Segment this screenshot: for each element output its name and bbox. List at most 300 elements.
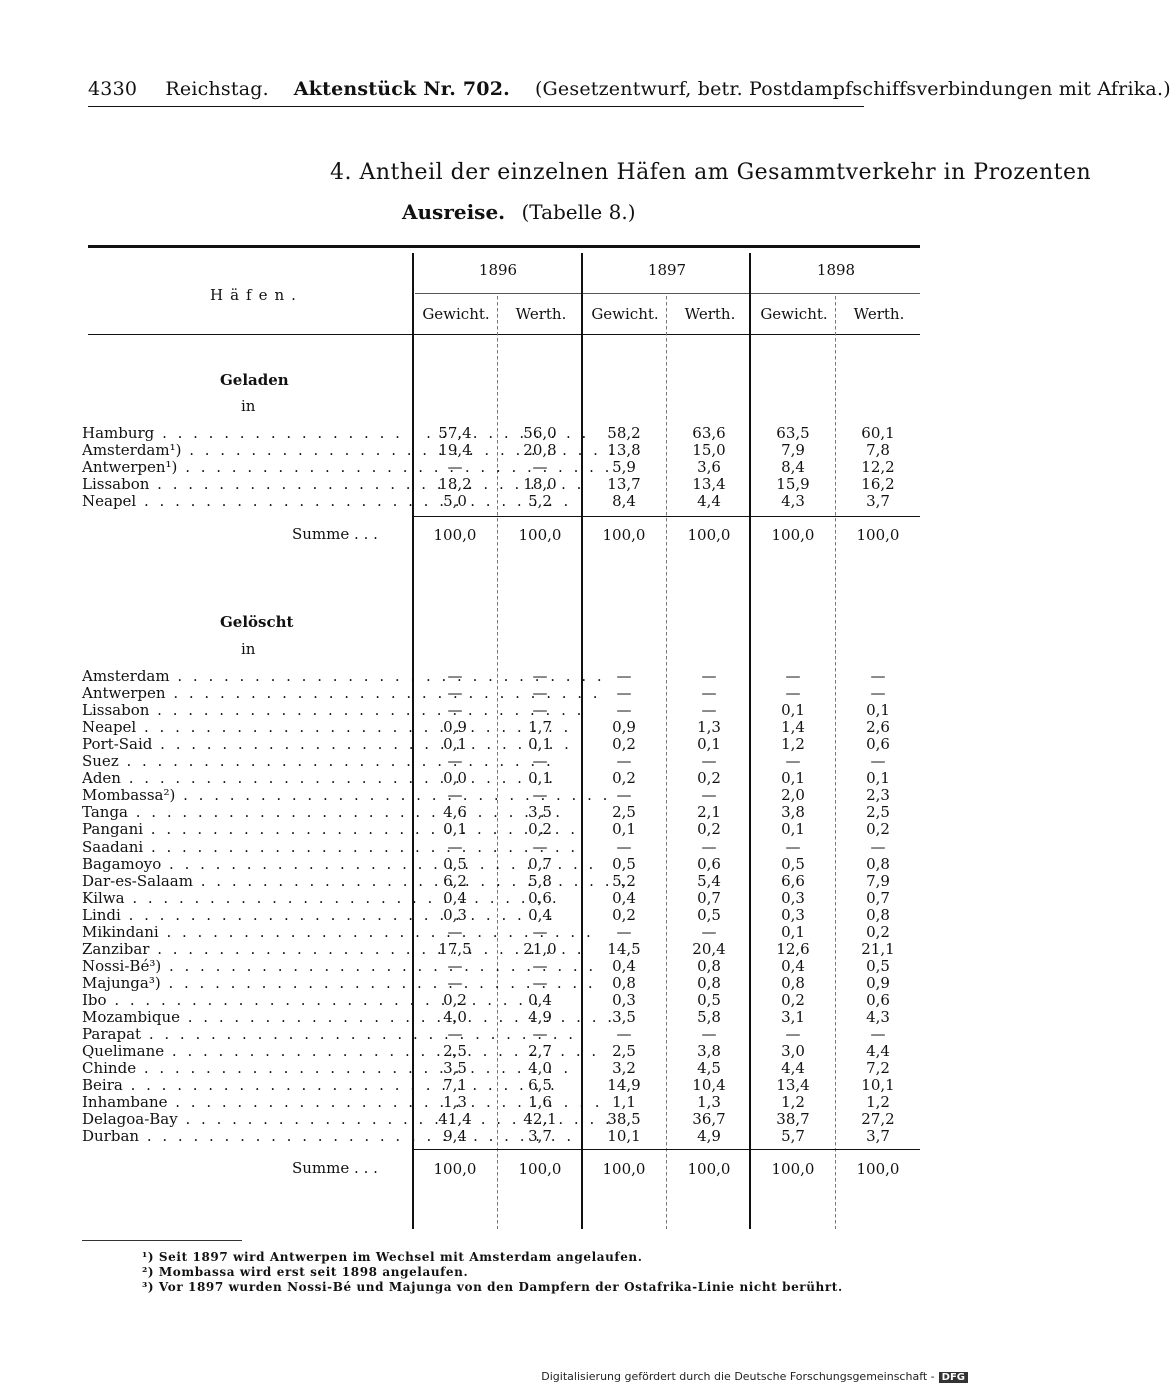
table-row: [82, 924, 922, 941]
cell-value: 0,4: [612, 888, 636, 907]
sum-rule: [414, 1149, 920, 1150]
year-header: 1897: [647, 261, 687, 279]
cell-value: 0,1: [697, 735, 721, 754]
cell-value: 0,4: [443, 888, 467, 907]
cell-value: 0,1: [443, 735, 467, 754]
cell-value: 18,0: [523, 475, 557, 493]
port-name: Pangani . . .: [82, 821, 408, 838]
cell-value: 1,1: [612, 1093, 636, 1112]
port-name: Port-Said . . .: [82, 736, 408, 753]
port-name: Mikindani . . .: [82, 924, 408, 941]
dfg-logo: DFG: [939, 1372, 968, 1383]
table-row: [82, 719, 922, 736]
sum-value: 100,0: [602, 1160, 646, 1178]
cell-value: 42,1: [523, 1110, 557, 1129]
cell-value: —: [616, 1025, 632, 1044]
cell-value: —: [532, 956, 548, 975]
cell-value: 0,1: [866, 701, 890, 720]
port-name: Neapel . . .: [82, 719, 408, 736]
cell-value: 1,6: [528, 1093, 552, 1112]
cell-value: 0,9: [443, 718, 467, 737]
cell-value: —: [447, 458, 463, 476]
cell-value: 0,5: [443, 854, 467, 873]
cell-value: 3,0: [781, 1042, 805, 1061]
table-row: [82, 1060, 922, 1077]
cell-value: 0,8: [781, 973, 805, 992]
cell-value: 4,4: [866, 1042, 890, 1061]
cell-value: 0,5: [612, 854, 636, 873]
cell-value: —: [785, 752, 801, 771]
cell-value: 4,9: [697, 1127, 721, 1146]
cell-value: 5,4: [697, 871, 721, 890]
cell-value: 8,4: [781, 458, 805, 476]
table-row: [82, 753, 922, 770]
cell-value: 1,2: [781, 735, 805, 754]
section-prep: in: [241, 640, 256, 658]
table-row: [82, 804, 922, 821]
subheader-weight: Gewicht.: [760, 305, 828, 323]
cell-value: —: [532, 701, 548, 720]
cell-value: 63,5: [776, 424, 810, 442]
cell-value: 2,7: [528, 1042, 552, 1061]
port-name: Nossi-Bé³) . . .: [82, 958, 408, 975]
cell-value: 10,1: [861, 1076, 895, 1095]
cell-value: 7,8: [866, 441, 890, 459]
subtitle-direction: Ausreise.: [402, 200, 506, 224]
cell-value: 0,2: [528, 820, 552, 839]
port-name: Kilwa . . .: [82, 890, 408, 907]
table-row: [82, 907, 922, 924]
cell-value: 10,4: [692, 1076, 726, 1095]
cell-value: 0,9: [612, 718, 636, 737]
cell-value: 0,1: [528, 769, 552, 788]
table-row: [82, 425, 922, 442]
cell-value: 0,8: [866, 854, 890, 873]
cell-value: —: [701, 837, 717, 856]
cell-value: 4,0: [528, 1059, 552, 1078]
cell-value: 56,0: [523, 424, 557, 442]
table-top-rule: [88, 245, 920, 248]
cell-value: —: [447, 701, 463, 720]
port-name: Mombassa²) . . .: [82, 787, 408, 804]
cell-value: 6,6: [781, 871, 805, 890]
cell-value: 3,7: [866, 492, 890, 510]
cell-value: 5,7: [781, 1127, 805, 1146]
cell-value: 20,4: [692, 939, 726, 958]
subheader-value: Werth.: [853, 305, 905, 323]
cell-value: —: [532, 1025, 548, 1044]
cell-value: 2,1: [697, 803, 721, 822]
port-name: Majunga³) . . .: [82, 975, 408, 992]
cell-value: 2,5: [612, 1042, 636, 1061]
subheader-value: Werth.: [684, 305, 736, 323]
cell-value: 0,5: [697, 990, 721, 1009]
sum-value: 100,0: [687, 1160, 731, 1178]
footnote-rule: [82, 1240, 242, 1241]
page-subtitle: [402, 200, 636, 224]
port-name: Antwerpen¹) . . .: [82, 459, 408, 476]
cell-value: 0,2: [612, 905, 636, 924]
cell-value: —: [447, 667, 463, 685]
table-row: [82, 890, 922, 907]
cell-value: 63,6: [692, 424, 726, 442]
cell-value: 0,3: [781, 905, 805, 924]
cell-value: —: [616, 667, 632, 685]
cell-value: 20,8: [523, 441, 557, 459]
cell-value: 0,1: [612, 820, 636, 839]
port-name: Chinde . . .: [82, 1060, 408, 1077]
cell-value: 0,6: [866, 990, 890, 1009]
table-row: [82, 1043, 922, 1060]
sum-value: 100,0: [602, 526, 646, 544]
table-row: [82, 1128, 922, 1145]
cell-value: 4,5: [697, 1059, 721, 1078]
cell-value: —: [870, 1025, 886, 1044]
cell-value: 21,1: [861, 939, 895, 958]
cell-value: 2,5: [443, 1042, 467, 1061]
cell-value: —: [701, 684, 717, 703]
cell-value: —: [532, 458, 548, 476]
cell-value: 2,6: [866, 718, 890, 737]
year-header: 1896: [478, 261, 518, 279]
footnote: ¹) Seit 1897 wird Antwerpen im Wechsel mit Amsterdam angelaufen.: [142, 1250, 643, 1264]
cell-value: 13,8: [607, 441, 641, 459]
sum-rule: [414, 516, 920, 517]
cell-value: —: [870, 684, 886, 703]
cell-value: —: [447, 922, 463, 941]
sum-value: 100,0: [771, 526, 815, 544]
cell-value: 0,6: [528, 888, 552, 907]
cell-value: 5,2: [528, 492, 552, 510]
cell-value: 13,4: [776, 1076, 810, 1095]
sum-value: 100,0: [433, 526, 477, 544]
cell-value: 0,7: [866, 888, 890, 907]
cell-value: 3,8: [781, 803, 805, 822]
port-name: Aden . . .: [82, 770, 408, 787]
cell-value: 0,3: [781, 888, 805, 907]
cell-value: 0,8: [612, 973, 636, 992]
cell-value: —: [447, 837, 463, 856]
port-name: Saadani . . .: [82, 839, 408, 856]
cell-value: 0,5: [697, 905, 721, 924]
cell-value: 0,1: [781, 769, 805, 788]
sum-value: 100,0: [687, 526, 731, 544]
cell-value: 5,8: [528, 871, 552, 890]
cell-value: 0,0: [443, 769, 467, 788]
cell-value: 38,7: [776, 1110, 810, 1129]
cell-value: 0,8: [697, 973, 721, 992]
port-name: Amsterdam¹) . . .: [82, 442, 408, 459]
cell-value: 5,2: [612, 871, 636, 890]
cell-value: 21,0: [523, 939, 557, 958]
cell-value: 0,6: [697, 854, 721, 873]
header-document: Aktenstück Nr. 702.: [293, 78, 510, 100]
cell-value: 3,5: [612, 1008, 636, 1026]
cell-value: 6,5: [528, 1076, 552, 1095]
cell-value: 0,9: [866, 973, 890, 992]
port-name: Tanga . . .: [82, 804, 408, 821]
cell-value: —: [701, 1025, 717, 1044]
cell-value: —: [701, 667, 717, 685]
port-name: Lindi . . .: [82, 907, 408, 924]
table-row: [82, 873, 922, 890]
table-row: [82, 476, 922, 493]
sum-value: 100,0: [771, 1160, 815, 1178]
port-name: Durban . . .: [82, 1128, 408, 1145]
port-name: Suez . . .: [82, 753, 408, 770]
header-rule: [88, 106, 864, 107]
cell-value: —: [616, 922, 632, 941]
cell-value: 4,0: [443, 1008, 467, 1026]
cell-value: —: [701, 922, 717, 941]
header-bottom-rule: [88, 334, 920, 335]
cell-value: 16,2: [861, 475, 895, 493]
table-row: [82, 702, 922, 719]
cell-value: —: [447, 684, 463, 703]
table-row: [82, 821, 922, 838]
sum-label: Summe . . .: [292, 1159, 378, 1177]
cell-value: 7,2: [866, 1059, 890, 1078]
running-header: [88, 78, 1171, 100]
cell-value: 0,3: [612, 990, 636, 1009]
port-name: Neapel . . .: [82, 493, 408, 510]
table-row: [82, 685, 922, 702]
cell-value: —: [616, 684, 632, 703]
table-row: [82, 787, 922, 804]
port-name: Lissabon . . .: [82, 702, 408, 719]
cell-value: —: [870, 667, 886, 685]
stub-header: Häfen.: [210, 286, 303, 304]
cell-value: —: [616, 701, 632, 720]
table-row: [82, 1009, 922, 1026]
cell-value: 0,4: [528, 905, 552, 924]
cell-value: —: [447, 786, 463, 805]
cell-value: —: [447, 956, 463, 975]
cell-value: —: [532, 752, 548, 771]
table-row: [82, 941, 922, 958]
cell-value: 1,3: [697, 718, 721, 737]
cell-value: 6,2: [443, 871, 467, 890]
port-name: Antwerpen . . .: [82, 685, 408, 702]
cell-value: 0,1: [866, 769, 890, 788]
cell-value: 14,5: [607, 939, 641, 958]
table-row: [82, 1077, 922, 1094]
cell-value: 0,5: [781, 854, 805, 873]
cell-value: 3,5: [443, 1059, 467, 1078]
subheader-weight: Gewicht.: [422, 305, 490, 323]
table-row: [82, 770, 922, 787]
cell-value: 19,4: [438, 441, 472, 459]
cell-value: 58,2: [607, 424, 641, 442]
sum-label: Summe . . .: [292, 525, 378, 543]
table-row: [82, 459, 922, 476]
cell-value: 0,4: [781, 956, 805, 975]
table-row: [82, 493, 922, 510]
cell-value: 18,2: [438, 475, 472, 493]
cell-value: 1,2: [781, 1093, 805, 1112]
cell-value: 36,7: [692, 1110, 726, 1129]
table-row: [82, 992, 922, 1009]
cell-value: 4,4: [697, 492, 721, 510]
cell-value: 0,2: [697, 820, 721, 839]
cell-value: —: [447, 752, 463, 771]
cell-value: 4,4: [781, 1059, 805, 1078]
cell-value: 1,7: [528, 718, 552, 737]
port-name: Hamburg . . .: [82, 425, 408, 442]
sum-value: 100,0: [856, 526, 900, 544]
page-title: 4. Antheil der einzelnen Häfen am Gesammtverkehr in Prozenten: [330, 160, 1092, 185]
cell-value: 27,2: [861, 1110, 895, 1129]
cell-value: 5,9: [612, 458, 636, 476]
cell-value: 41,4: [438, 1110, 472, 1129]
table-row: [82, 975, 922, 992]
sum-value: 100,0: [856, 1160, 900, 1178]
cell-value: 0,2: [866, 820, 890, 839]
cell-value: 4,9: [528, 1008, 552, 1026]
cell-value: 1,2: [866, 1093, 890, 1112]
section-label: Geladen: [220, 371, 289, 389]
port-name: Beira . . .: [82, 1077, 408, 1094]
cell-value: —: [616, 752, 632, 771]
cell-value: 0,4: [528, 990, 552, 1009]
cell-value: 0,6: [866, 735, 890, 754]
port-name: Inhambane . . .: [82, 1094, 408, 1111]
cell-value: —: [532, 667, 548, 685]
cell-value: 7,1: [443, 1076, 467, 1095]
cell-value: 0,3: [443, 905, 467, 924]
cell-value: —: [532, 837, 548, 856]
cell-value: —: [447, 1025, 463, 1044]
table-row: [82, 442, 922, 459]
cell-value: 3,1: [781, 1008, 805, 1026]
cell-value: —: [701, 752, 717, 771]
cell-value: 3,8: [697, 1042, 721, 1061]
page-number: 4330: [88, 78, 138, 100]
cell-value: —: [870, 752, 886, 771]
cell-value: —: [532, 786, 548, 805]
cell-value: 0,2: [697, 769, 721, 788]
sum-value: 100,0: [518, 1160, 562, 1178]
digitization-credit: [541, 1370, 968, 1383]
cell-value: 1,4: [781, 718, 805, 737]
cell-value: 0,1: [528, 735, 552, 754]
cell-value: 0,5: [866, 956, 890, 975]
cell-value: 1,3: [697, 1093, 721, 1112]
header-source: Reichstag.: [165, 78, 269, 100]
port-name: Zanzibar . . .: [82, 941, 408, 958]
cell-value: 15,0: [692, 441, 726, 459]
port-name: Delagoa-Bay . . .: [82, 1111, 408, 1128]
cell-value: 10,1: [607, 1127, 641, 1146]
subheader-value: Werth.: [515, 305, 567, 323]
cell-value: 0,1: [781, 922, 805, 941]
port-name: Mozambique . . .: [82, 1009, 408, 1026]
port-name: Amsterdam . . .: [82, 668, 408, 685]
cell-value: 3,2: [612, 1059, 636, 1078]
cell-value: 38,5: [607, 1110, 641, 1129]
cell-value: 12,6: [776, 939, 810, 958]
table-row: [82, 1111, 922, 1128]
table-row: [82, 958, 922, 975]
cell-value: 12,2: [861, 458, 895, 476]
cell-value: 13,7: [607, 475, 641, 493]
cell-value: 0,1: [443, 820, 467, 839]
table-row: [82, 736, 922, 753]
cell-value: —: [785, 684, 801, 703]
cell-value: 5,0: [443, 492, 467, 510]
port-name: Bagamoyo . . .: [82, 856, 408, 873]
footnote: ²) Mombassa wird erst seit 1898 angelaufen.: [142, 1265, 469, 1279]
cell-value: —: [532, 973, 548, 992]
cell-value: 14,9: [607, 1076, 641, 1095]
cell-value: —: [701, 786, 717, 805]
cell-value: 0,2: [612, 769, 636, 788]
port-name: Parapat . . .: [82, 1026, 408, 1043]
cell-value: 7,9: [781, 441, 805, 459]
cell-value: 13,4: [692, 475, 726, 493]
cell-value: 4,6: [443, 803, 467, 822]
port-name: Quelimane . . .: [82, 1043, 408, 1060]
cell-value: 2,5: [866, 803, 890, 822]
cell-value: —: [785, 837, 801, 856]
cell-value: 0,2: [612, 735, 636, 754]
cell-value: 5,8: [697, 1008, 721, 1026]
cell-value: 0,7: [528, 854, 552, 873]
cell-value: —: [532, 684, 548, 703]
table-row: [82, 839, 922, 856]
cell-value: 3,7: [866, 1127, 890, 1146]
table-row: [82, 1026, 922, 1043]
cell-value: —: [701, 701, 717, 720]
cell-value: 2,3: [866, 786, 890, 805]
cell-value: 0,4: [612, 956, 636, 975]
cell-value: 2,0: [781, 786, 805, 805]
cell-value: —: [616, 786, 632, 805]
cell-value: 0,2: [781, 990, 805, 1009]
cell-value: 0,8: [697, 956, 721, 975]
footnote: ³) Vor 1897 wurden Nossi-Bé und Majunga von den Dampfern der Ostafrika-Linie nicht berührt.: [142, 1280, 843, 1294]
table-row: [82, 856, 922, 873]
cell-value: —: [447, 973, 463, 992]
credit-text: Digitalisierung gefördert durch die Deutsche Forschungsgemeinschaft -: [541, 1370, 935, 1383]
table-row: [82, 1094, 922, 1111]
sum-value: 100,0: [518, 526, 562, 544]
cell-value: 60,1: [861, 424, 895, 442]
port-name: Ibo . . .: [82, 992, 408, 1009]
cell-value: 7,9: [866, 871, 890, 890]
cell-value: 57,4: [438, 424, 472, 442]
subheader-weight: Gewicht.: [591, 305, 659, 323]
cell-value: 0,8: [866, 905, 890, 924]
year-divider-line: [415, 293, 920, 294]
cell-value: 15,9: [776, 475, 810, 493]
cell-value: 1,3: [443, 1093, 467, 1112]
cell-value: 0,2: [443, 990, 467, 1009]
cell-value: 0,1: [781, 820, 805, 839]
cell-value: —: [616, 837, 632, 856]
section-prep: in: [241, 397, 256, 415]
sum-value: 100,0: [433, 1160, 477, 1178]
cell-value: —: [785, 667, 801, 685]
cell-value: 8,4: [612, 492, 636, 510]
cell-value: —: [532, 922, 548, 941]
cell-value: 3,5: [528, 803, 552, 822]
cell-value: —: [870, 837, 886, 856]
cell-value: 9,4: [443, 1127, 467, 1146]
year-header: 1898: [816, 261, 856, 279]
cell-value: 4,3: [781, 492, 805, 510]
cell-value: —: [785, 1025, 801, 1044]
